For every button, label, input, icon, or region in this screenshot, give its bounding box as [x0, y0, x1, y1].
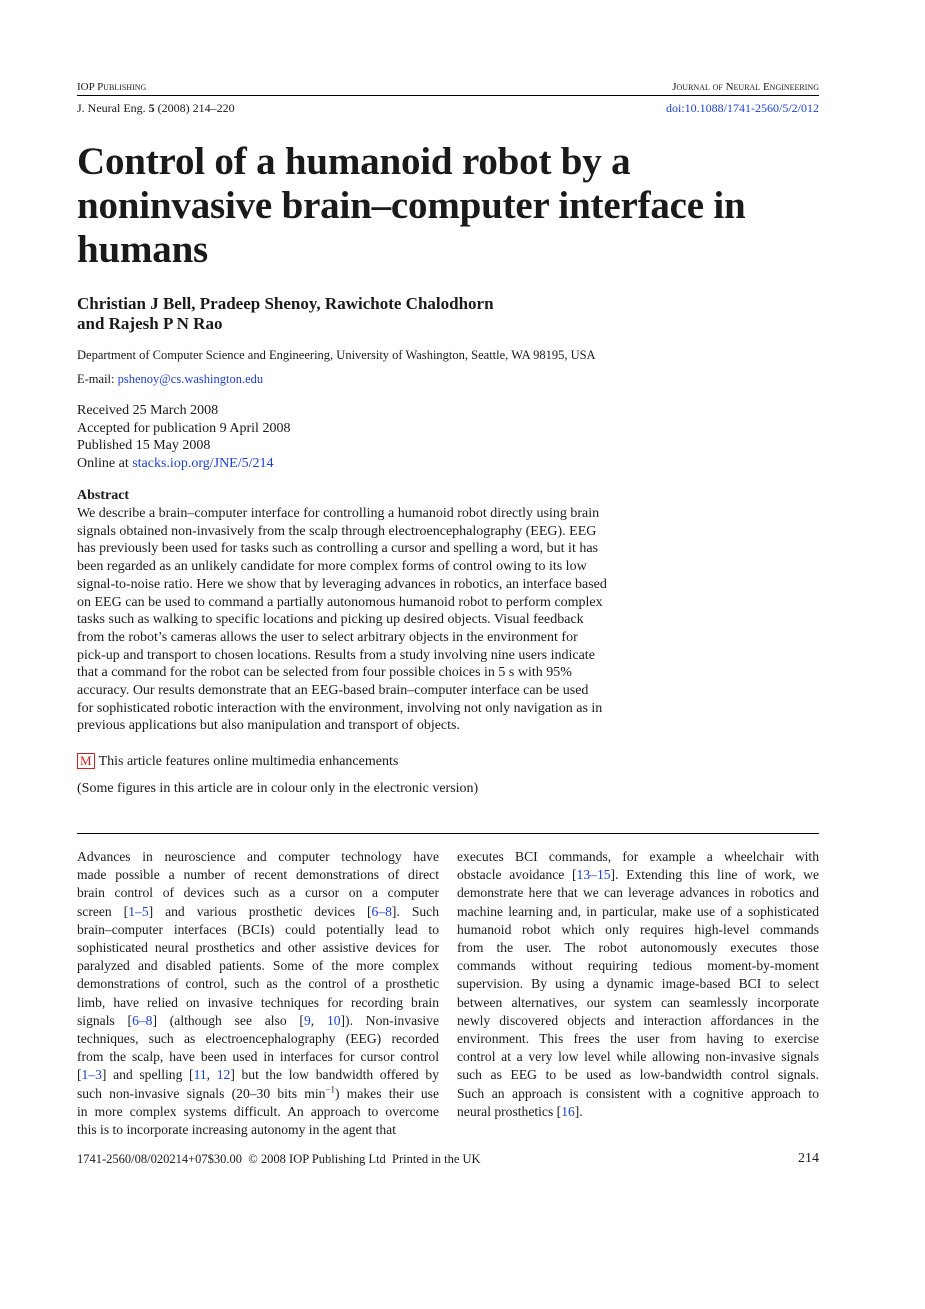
header-rule: [77, 95, 819, 96]
body-line: limb, have relied on invasive techniques for recording brain: [77, 994, 439, 1010]
body-line: control at a very low level while allowing non-invasive signals: [457, 1049, 819, 1065]
abstract-line: has previously been used for tasks such as controlling a cursor and spelling a word, but it has: [77, 541, 599, 557]
abstract-line: for sophisticated robotic interaction with the environment, involving not only navigation as in: [77, 700, 603, 716]
footer-issn: 1741-2560/08/020214+07$30.00 © 2008 IOP Publishing Ltd Printed in the UK: [77, 1152, 481, 1166]
abstract-line: been regarded as an unlikely candidate for more complex forms of control owing to its low: [77, 559, 587, 575]
body-line: screen [1–5] and various prosthetic devices [6–8]. Such: [77, 903, 440, 919]
body-line: environment. This frees the user from having to exercise: [457, 1031, 819, 1047]
abstract-line: on EEG can be used to command a partially autonomous humanoid robot to perform complex: [77, 594, 603, 610]
reference-link[interactable]: 1–3: [81, 1067, 102, 1083]
body-line: made possible a number of recent demonstrations of direct: [77, 867, 439, 883]
body-line: paralyzed and disabled patients. Some of the more complex: [77, 958, 439, 974]
body-line: in more complex systems difficult. An approach to overcome: [77, 1103, 439, 1119]
body-line: sophisticated neural prosthetics and other assistive devices for: [77, 940, 439, 956]
authors: Christian J Bell, Pradeep Shenoy, Rawichote Chalodhorn and Rajesh P N Rao: [77, 294, 494, 333]
email-link[interactable]: pshenoy@cs.washington.edu: [117, 372, 264, 386]
reference-link[interactable]: 16: [561, 1103, 575, 1119]
published-date: Published 15 May 2008: [77, 438, 211, 454]
citation: J. Neural Eng. 5 (2008) 214–220: [77, 101, 235, 115]
body-line: [1–3] and spelling [11, 12] but the low bandwidth offered by: [77, 1067, 440, 1083]
body-line: humanoid robot which only requires high-level commands: [457, 921, 819, 937]
reference-link[interactable]: 1–5: [128, 903, 149, 919]
colour-note: (Some figures in this article are in colour only in the electronic version): [77, 781, 479, 796]
body-line: commands without requiring tedious moment-by-moment: [457, 958, 819, 974]
reference-link[interactable]: 12: [216, 1067, 231, 1083]
body-line: from the user. The robot autonomously executes those: [457, 940, 819, 956]
email-label: E-mail:: [77, 372, 115, 386]
body-line: such as EEG to be used as low-bandwidth control signals.: [457, 1067, 819, 1083]
body-right-column: [457, 848, 819, 1121]
abstract-line: signals obtained non-invasively from the scalp through electroencephalography (EEG). EEG: [77, 523, 597, 539]
online-link[interactable]: stacks.iop.org/JNE/5/214: [132, 456, 274, 472]
body-line: this is to incorporate increasing autonomy in the agent that: [77, 1122, 396, 1138]
doi-link[interactable]: doi:10.1088/1741-2560/5/2/012: [666, 101, 819, 115]
online-line: Online at stacks.iop.org/JNE/5/214: [77, 456, 274, 472]
body-line: techniques, such as electroencephalography (EEG) recorded: [77, 1031, 439, 1047]
reference-link[interactable]: 6–8: [371, 903, 392, 919]
abstract-line: signal-to-noise ratio. Here we show that by leveraging advances in robotics, an interface based: [77, 576, 607, 592]
affiliation: Department of Computer Science and Engineering, University of Washington, Seattle, WA 98195, USA: [77, 348, 596, 362]
body-line: newly discovered objects and interaction affordances in the: [457, 1012, 819, 1028]
body-line: from the scalp, have been used in interfaces for cursor control: [77, 1049, 439, 1065]
superscript: −1: [325, 1084, 335, 1095]
abstract-line: pick-up and transport to chosen locations. Results from a study involving nine users indicate: [77, 647, 595, 663]
body-line: signals [6–8] (although see also [9, 10]). Non-invasive: [77, 1012, 439, 1028]
body-line: supervision. By using a dynamic image-based BCI to select: [457, 976, 819, 992]
body-line: between alternatives, our system can seamlessly incorporate: [457, 994, 819, 1010]
body-line: such non-invasive signals (20–30 bits $\min^{-1}$) makes their use: [77, 1084, 439, 1101]
publication-dates: [77, 402, 290, 473]
abstract-line: We describe a brain–computer interface for controlling a humanoid robot directly using brain: [77, 506, 600, 521]
accepted-date: Accepted for publication 9 April 2008: [77, 420, 291, 436]
reference-link[interactable]: 13–15: [576, 867, 611, 883]
body-line: Such an approach is consistent with a cognitive approach to: [457, 1085, 819, 1101]
abstract-line: accuracy. Our results demonstrate that an EEG-based brain–computer interface can be used: [77, 683, 589, 699]
multimedia-note: M This article features online multimedia enhancements: [77, 753, 398, 771]
body-line: Advances in neuroscience and computer technology have: [77, 849, 439, 864]
body-line: neural prosthetics [16].: [457, 1103, 583, 1119]
abstract-line: from the robot’s cameras allows the user to select arbitrary objects in the environment for: [77, 629, 578, 645]
body-left-column: [77, 848, 439, 1139]
journal-name: Journal of Neural Engineering: [672, 81, 819, 93]
received-date: Received 25 March 2008: [77, 403, 219, 418]
page-number: 214: [798, 1151, 819, 1166]
abstract-line: that a command for the robot can be selected from four possible choices in 5 s with 95%: [77, 665, 572, 681]
body-line: machine learning and, in particular, make use of a sophisticated: [457, 903, 819, 919]
body-line: obstacle avoidance [13–15]. Extending this line of work, we: [457, 867, 819, 883]
multimedia-icon[interactable]: M: [77, 753, 95, 769]
abstract-body: [77, 505, 637, 735]
email-line: [77, 371, 263, 387]
reference-link[interactable]: 6–8: [132, 1012, 153, 1028]
article-title: Control of a humanoid robot by a noninvasive brain–computer interface in humans: [77, 140, 746, 271]
reference-link[interactable]: 9: [303, 1012, 311, 1028]
abstract-line: tasks such as walking to specific locations and picking up desired objects. Visual feedback: [77, 612, 584, 628]
body-line: executes BCI commands, for example a wheelchair with: [457, 849, 819, 864]
body-line: demonstrations of control, such as the control of a prosthetic: [77, 976, 439, 992]
abstract-line: previous applications but also manipulation and transport of objects.: [77, 718, 460, 734]
body-line: brain control of devices such as a cursor on a computer: [77, 885, 439, 901]
reference-link[interactable]: 11: [193, 1067, 207, 1083]
body-line: brain–computer interfaces (BCIs) could potentially lead to: [77, 921, 439, 937]
abstract-heading: Abstract: [77, 488, 130, 503]
reference-link[interactable]: 10: [326, 1012, 341, 1028]
section-rule: [77, 833, 819, 834]
publisher-name: IOP Publishing: [77, 81, 147, 93]
body-line: demonstrate here that we can leverage advances in robotics and: [457, 885, 819, 901]
